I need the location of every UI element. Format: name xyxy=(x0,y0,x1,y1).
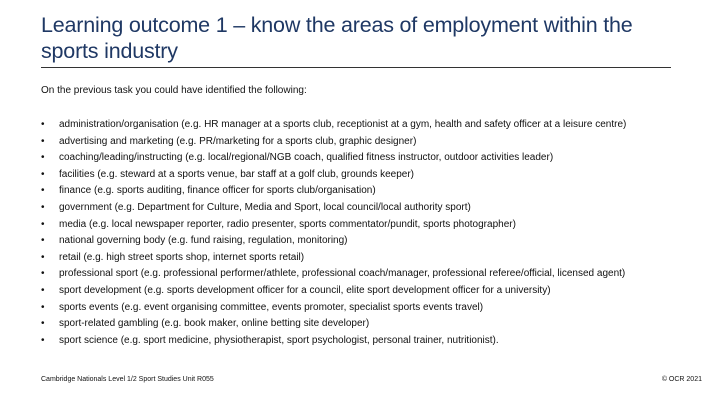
list-item-text: professional sport (e.g. professional performer/athlete, professional coach/manager, professional referee/official, licensed agent) xyxy=(59,268,626,280)
bullet-icon: • xyxy=(41,318,45,330)
list-item-text: retail (e.g. high street sports shop, internet sports retail) xyxy=(59,251,305,263)
list-item xyxy=(41,300,701,317)
bullet-icon: • xyxy=(41,218,45,230)
list-item xyxy=(41,117,701,134)
list-item-text: sport science (e.g. sport medicine, physiotherapist, sport psychologist, personal trainer, nutritionist). xyxy=(59,334,499,346)
list-item xyxy=(41,200,701,217)
bullet-icon: • xyxy=(41,334,45,346)
footer-copyright: © OCR 2021 xyxy=(661,376,702,383)
bullet-icon: • xyxy=(41,135,45,147)
list-item xyxy=(41,183,701,200)
list-item xyxy=(41,250,701,267)
intro-text: On the previous task you could have identified the following: xyxy=(41,85,307,96)
list-item-text: administration/organisation (e.g. HR manager at a sports club, receptionist at a gym, health and safety officer at a leisure centre) xyxy=(59,119,627,130)
bullet-icon: • xyxy=(41,185,45,197)
slide-title: Learning outcome 1 – know the areas of employment within the sports industry xyxy=(41,13,633,63)
list-item-text: facilities (e.g. steward at a sports venue, bar staff at a golf club, grounds keeper) xyxy=(59,168,415,180)
bullet-icon: • xyxy=(41,301,45,313)
bullet-icon: • xyxy=(41,268,45,280)
bullet-icon: • xyxy=(41,152,45,164)
bullet-icon: • xyxy=(41,119,45,130)
list-item xyxy=(41,150,701,167)
list-item xyxy=(41,283,701,300)
list-item-text: sports events (e.g. event organising committee, events promoter, specialist sports events travel) xyxy=(59,301,484,313)
list-item-text: sport development (e.g. sports development officer for a council, elite sport development officer for a university) xyxy=(59,284,551,296)
list-item-text: sport-related gambling (e.g. book maker, online betting site developer) xyxy=(59,318,370,330)
list-item xyxy=(41,266,701,283)
list-item-text: finance (e.g. sports auditing, finance officer for sports club/organisation) xyxy=(59,185,376,197)
list-item-text: national governing body (e.g. fund raising, regulation, monitoring) xyxy=(59,235,348,247)
employment-areas-list xyxy=(41,117,701,349)
list-item-text: coaching/leading/instructing (e.g. local/regional/NGB coach, qualified fitness instructor, outdoor activities leader) xyxy=(59,152,554,164)
bullet-icon: • xyxy=(41,284,45,296)
list-item xyxy=(41,316,701,333)
title-divider xyxy=(41,67,671,68)
list-item xyxy=(41,233,701,250)
list-item-text: media (e.g. local newspaper reporter, radio presenter, sports commentator/pundit, sports photographer) xyxy=(59,218,516,230)
bullet-icon: • xyxy=(41,201,45,213)
bullet-icon: • xyxy=(41,168,45,180)
list-item xyxy=(41,134,701,151)
list-item xyxy=(41,333,701,350)
list-item-text: advertising and marketing (e.g. PR/marketing for a sports club, graphic designer) xyxy=(59,135,417,147)
bullet-icon: • xyxy=(41,251,45,263)
list-item-text: government (e.g. Department for Culture, Media and Sport, local council/local authority sport) xyxy=(59,201,471,213)
list-item xyxy=(41,167,701,184)
list-item xyxy=(41,217,701,234)
footer-course-name: Cambridge Nationals Level 1/2 Sport Studies Unit R055 xyxy=(41,376,214,383)
bullet-icon: • xyxy=(41,235,45,247)
